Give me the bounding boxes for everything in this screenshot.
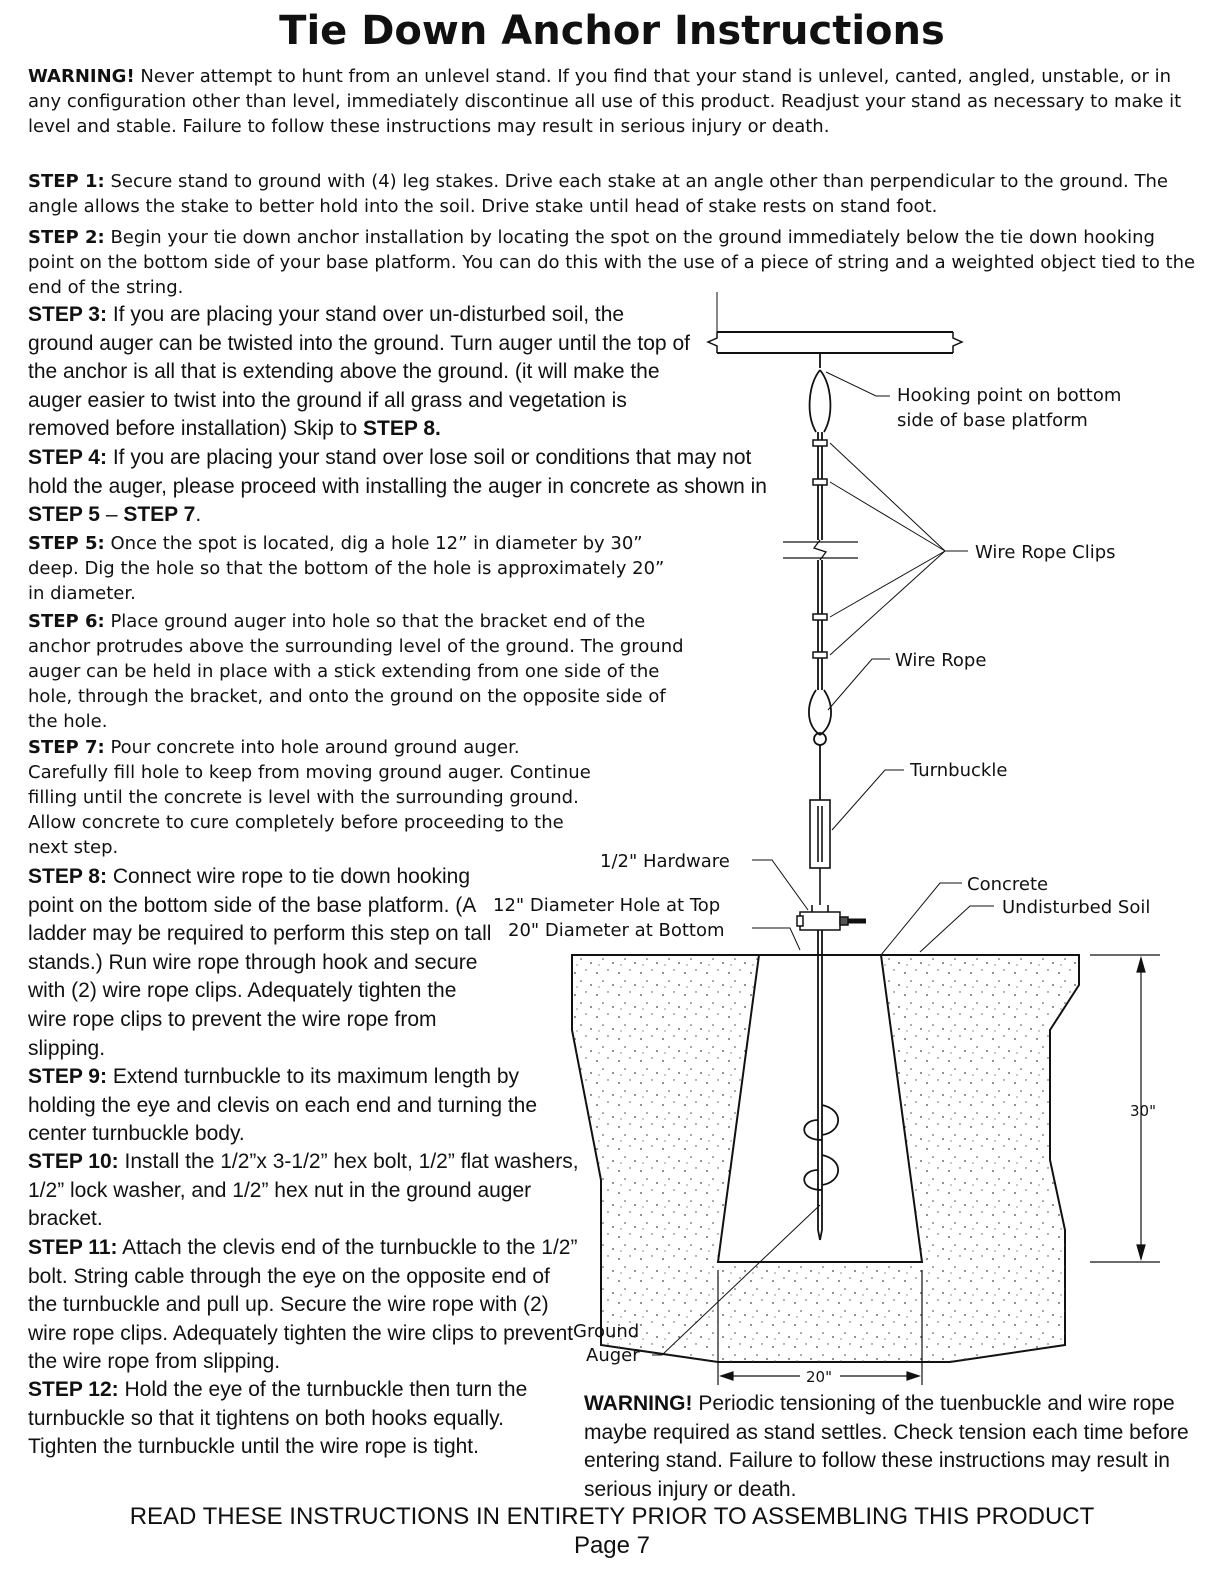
step-10-label: STEP 10: (28, 1150, 119, 1173)
step-4-dash: – (99, 503, 124, 527)
rope-break-symbol (783, 540, 858, 560)
wire-rope (809, 353, 831, 800)
step-6-label: STEP 6: (28, 611, 105, 632)
label-concrete: Concrete (967, 874, 1049, 895)
warning-top-label: WARNING! (28, 66, 135, 87)
label-hardware: 1/2" Hardware (600, 851, 730, 872)
label-bottom-width: 20" (806, 1368, 832, 1386)
step-11-text: Attach the clevis end of the turnbuckle to the 1/2” bolt. String cable through the eye on the opposite end of the turnbuckle and pull up. Secure the wire rope with (2) wire rope clips. Adequately tighten the wire clips to prevent the wire rope from slipping. (28, 1236, 578, 1374)
step-4-ref2: STEP 7 (123, 503, 196, 527)
footer-notice: READ THESE INSTRUCTIONS IN ENTIRETY PRIOR TO ASSEMBLING THIS PRODUCT (129, 1503, 1095, 1530)
step-3-text: If you are placing your stand over un-disturbed soil, the ground auger can be twisted into the ground. Turn auger until the top of the anchor is all that is extending above the ground. (it will make the auger easier to twist into the ground if all grass and vegetation is removed before installation) Skip to (28, 303, 690, 441)
step-6-text: Place ground auger into hole so that the bracket end of the anchor protrudes above the surrounding level of the ground. The ground auger can be held in place with a stick extending from one side of the hole, through the bracket, and onto the ground on the opposite side of the hole. (28, 611, 684, 732)
step-4-ref: STEP 5 (28, 503, 100, 527)
warning-bottom-label: WARNING! (584, 1392, 693, 1415)
step-7-text: Pour concrete into hole around ground auger. Carefully fill hole to keep from moving ground auger. Continue filling until the concrete is level with the surrounding ground. Allow concrete to cure completely before proceeding to the next step. (28, 737, 591, 858)
label-wire-rope: Wire Rope (895, 650, 987, 671)
step-4-label: STEP 4: (28, 446, 107, 469)
warning-top-text: Never attempt to hunt from an unlevel stand. If you find that your stand is unlevel, canted, angled, unstable, or in any configuration other than level, immediately discontinue all use of this product. Readjust your stand as necessary to make it level and stable. Failure to follow these instructions may result in serious injury or death. (28, 66, 1182, 137)
label-depth: 30" (1130, 1102, 1156, 1120)
label-undisturbed-soil: Undisturbed Soil (1002, 897, 1151, 918)
step-10-text: Install the 1/2”x 3-1/2” hex bolt, 1/2” flat washers, 1/2” lock washer, and 1/2” hex nut in the ground auger bracket. (28, 1150, 579, 1231)
step-3-ref: STEP 8. (363, 417, 441, 441)
step-4-text: If you are placing your stand over lose soil or conditions that may not hold the auger, please proceed with installing the auger in concrete as shown in (28, 446, 767, 498)
step-5-label: STEP 5: (28, 533, 105, 554)
auger-bracket (797, 912, 866, 930)
label-hole-bottom: 20" Diameter at Bottom (508, 920, 725, 941)
label-wire-rope-clips: Wire Rope Clips (975, 542, 1116, 563)
step-9-text: Extend turnbuckle to its maximum length by holding the eye and clevis on each end and turning the center turnbuckle body. (28, 1065, 538, 1146)
label-hooking-point-2: side of base platform (897, 410, 1088, 431)
step-11-label: STEP 11: (28, 1236, 118, 1259)
label-ground-auger-2: Auger (586, 1345, 640, 1366)
warning-bottom-text: Periodic tensioning of the tuenbuckle and wire rope maybe required as stand settles. Check tension each time before entering stand. Failure to follow these instructions may result in serious injury or death. (584, 1392, 1189, 1501)
base-platform (708, 292, 962, 353)
label-turnbuckle: Turnbuckle (910, 760, 1008, 781)
step-3-label: STEP 3: (28, 303, 107, 326)
step-12-label: STEP 12: (28, 1378, 119, 1401)
step-7-label: STEP 7: (28, 737, 105, 758)
step-9-label: STEP 9: (28, 1065, 107, 1088)
step-2-label: STEP 2: (28, 227, 105, 248)
step-2-text: Begin your tie down anchor installation by locating the spot on the ground immediately below the tie down hooking point on the bottom side of your base platform. You can do this with the use of a piece of string and a weighted object tied to the end of the string. (28, 227, 1196, 298)
label-hooking-point-1: Hooking point on bottom (897, 385, 1122, 406)
label-ground-auger-1: Ground (573, 1321, 640, 1342)
step-4-end: . (195, 503, 202, 527)
step-8-label: STEP 8: (28, 865, 107, 888)
step-5-text: Once the spot is located, dig a hole 12” in diameter by 30” deep. Dig the hole so that the bottom of the hole is approximately 20” in diameter. (28, 533, 665, 604)
page-title: Tie Down Anchor Instructions (279, 8, 945, 54)
step-1-label: STEP 1: (28, 171, 105, 192)
step-8-text: Connect wire rope to tie down hooking point on the bottom side of the base platform. (A ladder may be required to perform this step on tall stands.) Run wire rope through hook and secure with (2) wire rope clips. Adequately tighten the wire rope clips to prevent the wire rope from slipping. (28, 865, 492, 1060)
turnbuckle (810, 800, 830, 920)
page-number: Page 7 (573, 1532, 651, 1559)
label-hole-top: 12" Diameter Hole at Top (493, 895, 721, 916)
step-1-text: Secure stand to ground with (4) leg stakes. Drive each stake at an angle other than perpendicular to the ground. The angle allows the stake to better hold into the soil. Drive stake until head of stake rests on stand foot. (28, 171, 1168, 217)
step-12-text: Hold the eye of the turnbuckle then turn the turnbuckle so that it tightens on both hooks equally. Tighten the turnbuckle until the wire rope is tight. (28, 1378, 528, 1459)
